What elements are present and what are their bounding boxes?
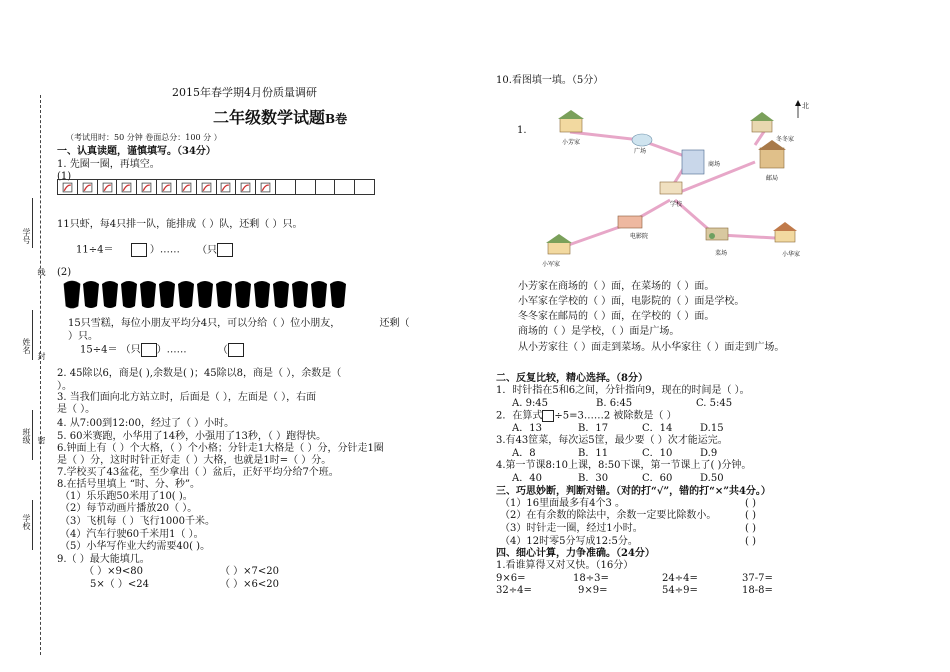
svg-text:商场: 商场: [708, 161, 721, 168]
empty-cell: [335, 180, 355, 194]
question-8-item: （2）每节动画片播放20（ ）。: [60, 503, 198, 514]
s3-item: （3）时针走一圈，经过1小时。: [500, 523, 643, 534]
post-office-icon: [758, 140, 786, 168]
question-9: 9.（ ）最大能填几。: [57, 554, 150, 565]
equation-text: 15÷4＝ （只: [80, 344, 141, 356]
equation-text: 11÷4＝: [76, 244, 114, 256]
svg-text:小华家: 小华家: [782, 251, 801, 258]
shrimp-icon: [157, 180, 177, 194]
question-text: 2．在算式: [496, 410, 543, 422]
school-icon: [660, 182, 682, 194]
shrimp-icon: [117, 180, 137, 194]
question-9-a: （ ）×9<80: [84, 566, 144, 577]
question-1-equation-1: [76, 243, 233, 257]
s3-mark[interactable]: ( ): [745, 536, 756, 547]
sidebar-label-student-id: 学号: [22, 228, 31, 244]
sidebar-label-mi: 密: [37, 436, 46, 444]
question-3: 3. 当我们面向北方站立时，后面是（ ），左面是（ ），右面: [57, 392, 317, 403]
s3-mark[interactable]: ( ): [745, 523, 756, 534]
equation-text: （只: [197, 244, 218, 256]
shrimp-icon: [197, 180, 217, 194]
question-2-end: ）。: [57, 381, 72, 392]
svg-text:北: 北: [802, 102, 809, 110]
question-9-d: （ ）×6<20: [220, 579, 280, 590]
equation-text: ）……: [156, 344, 187, 356]
answer-box[interactable]: [131, 243, 147, 257]
s2-option: C．10: [642, 448, 673, 459]
sidebar-rule: [32, 198, 33, 248]
s2-option: B. 6:45: [596, 398, 633, 409]
s2-option: B．11: [578, 448, 609, 459]
question-6: 6.钟面上有（ ）个大格，（ ）个小格；分针走1大格是（ ）分，分针走1圈: [57, 443, 384, 454]
calc-cell: 32÷4=: [496, 585, 532, 596]
question-7: 7.学校买了43盆花，至少拿出（ ）盆后，正好平均分给7个班。: [57, 467, 339, 478]
answer-box[interactable]: [542, 410, 554, 422]
s2-option: A．40: [512, 473, 542, 484]
s3-mark[interactable]: ( ): [745, 498, 756, 509]
svg-text:冬冬家: 冬冬家: [776, 136, 795, 143]
mall-icon: [682, 150, 704, 174]
equation-text: （: [217, 344, 228, 356]
calc-cell: 9×6=: [496, 573, 526, 584]
s3-item: （4）12时零5分写成12:5分。: [500, 536, 638, 547]
question-8-item: （5）小华写作业大约需要40( )。: [60, 541, 211, 552]
shrimp-icon: [98, 180, 118, 194]
question-10-line: 小芳家在商场的（ ）面，在菜场的（ ）面。: [518, 281, 715, 292]
question-8-item: （1）乐乐跑50米用了10( )。: [60, 491, 193, 502]
s2-option: B．17: [578, 423, 609, 434]
s2-question-4: 4.第一节课8:10上课，8:50下课，第一节课上了( )分钟。: [496, 460, 752, 471]
svg-text:电影院: 电影院: [630, 233, 649, 240]
s2-option: C. 5:45: [696, 398, 733, 409]
svg-text:广场: 广场: [634, 148, 647, 155]
question-8-item: （4）汽车行驶60千米用1（ ）。: [60, 529, 204, 540]
market-icon: [706, 228, 728, 240]
equation-text: ）……: [149, 244, 180, 256]
sidebar-label-feng: 封: [37, 352, 46, 360]
shrimp-icon: [78, 180, 98, 194]
plaza-icon: [632, 134, 652, 146]
section-3-heading: 三、巧思妙断，判断对错。（对的打“√”，错的打“×”共4分。）: [496, 486, 771, 497]
section-2-heading: 二、反复比较，精心选择。（8分）: [496, 373, 648, 384]
s2-question-2: [496, 410, 677, 423]
svg-text:学校: 学校: [670, 201, 683, 208]
s2-option: D.50: [700, 473, 724, 484]
popsicle-icons: [62, 280, 352, 314]
empty-cell: [296, 180, 316, 194]
popsicle-row: [62, 280, 352, 314]
map-label: 小芳家: [562, 139, 581, 146]
shrimp-icon: [58, 180, 78, 194]
s2-question-3: 3.有43筐菜，每次运5筐，最少要（ ）次才能运完。: [496, 435, 728, 446]
calc-cell: 18-8=: [742, 585, 773, 596]
answer-box[interactable]: [217, 243, 233, 257]
question-1-line-2: [68, 318, 409, 330]
s3-item: （1）16里面最多有4个3 。: [500, 498, 625, 509]
question-1-line-2-end: ）只。: [68, 331, 98, 342]
question-1: 1. 先圈一圈，再填空。: [57, 159, 160, 170]
question-1-part-1-label: (1): [57, 171, 72, 182]
question-1-part-2-label: (2): [57, 267, 72, 278]
cinema-icon: [618, 216, 642, 228]
question-10-line: 小军家在学校的（ ）面，电影院的（ ）面是学校。: [518, 296, 745, 307]
sidebar-rule: [32, 410, 33, 460]
exam-info: （考试用时：50 分钟 卷面总分：100 分 ）: [66, 133, 222, 142]
binding-line: [40, 95, 41, 655]
question-4: 4. 从7:00到12:00，经过了（ ）小时。: [57, 418, 235, 429]
shrimp-icon: [137, 180, 157, 194]
page-title: [213, 108, 347, 127]
house-icon: [546, 234, 572, 254]
s2-option: C．14: [642, 423, 673, 434]
question-1-equation-2: [80, 343, 244, 357]
shrimp-icon: [236, 180, 256, 194]
calc-cell: 18÷3=: [573, 573, 609, 584]
question-10-line: 从小芳家往（ ）面走到菜场。从小华家往（ ）面走到广场。: [518, 342, 785, 353]
question-10: 10.看图填一填。（5分）: [496, 75, 604, 86]
question-text: 15只雪糕，每位小朋友平均分4只，可以分给（ ）位小朋友，: [68, 318, 341, 329]
question-10-line: 冬冬家在邮局的（ ）面，在学校的（ ）面。: [518, 311, 715, 322]
page-title-main: 二年级数学试题: [213, 108, 326, 127]
sidebar-label-class: 班级: [22, 428, 31, 444]
shrimp-icon: [217, 180, 237, 194]
question-8-item: （3）飞机每（ ）飞行1000千米。: [60, 516, 215, 527]
s3-item: （2）在有余数的除法中，余数一定要比除数小。: [500, 510, 717, 521]
s2-question-1: 1．时针指在5和6之间，分针指向9，现在的时间是（ ）。: [496, 385, 750, 396]
s2-option: D.9: [700, 448, 718, 459]
shrimp-row: [57, 179, 375, 195]
s2-option: A. 9:45: [512, 398, 549, 409]
question-3-end: 是（ ）。: [57, 404, 96, 415]
answer-box[interactable]: [141, 343, 157, 357]
section-4-heading: 四、细心计算，力争准确。（24分）: [496, 548, 655, 559]
empty-cell: [316, 180, 336, 194]
north-arrow-icon: [795, 100, 801, 118]
house-icon: [558, 110, 584, 132]
sidebar-rule: [32, 310, 33, 360]
question-text: ÷5=3……2 被除数是（ ）: [554, 410, 677, 422]
question-10-number: 1.: [517, 125, 527, 136]
shrimp-icon: [256, 180, 276, 194]
empty-cell: [276, 180, 296, 194]
question-10-line: 商场的（ ）是学校，（ ）面是广场。: [518, 326, 680, 337]
calc-cell: 54÷9=: [662, 585, 698, 596]
question-9-c: 5×（ ）<24: [90, 579, 150, 590]
s2-option: C．60: [642, 473, 673, 484]
sidebar-label-xian: 线: [37, 268, 46, 276]
sidebar-label-school: 学校: [22, 514, 31, 530]
question-5: 5. 60米赛跑，小华用了14秒，小强用了13秒，（ ）跑得快。: [57, 431, 327, 442]
section-1-heading: 一、认真读题，谨慎填写。（34分）: [57, 146, 216, 157]
svg-text:小军家: 小军家: [542, 261, 561, 268]
question-text: 还剩（: [379, 318, 410, 329]
s2-option: A．13: [512, 423, 542, 434]
s2-option: A．8: [512, 448, 536, 459]
house-icon: [773, 222, 797, 242]
calc-cell: 24÷4=: [662, 573, 698, 584]
page-title-suffix: B卷: [325, 112, 348, 126]
question-6-end: 是（ ）分，这时时针正好走（ ）大格，也就是1时=（ ）分。: [57, 455, 332, 466]
svg-text:菜场: 菜场: [715, 250, 728, 257]
question-8: 8.在括号里填上 “时、分、秒”。: [57, 479, 200, 490]
calc-cell: 9×9=: [578, 585, 608, 596]
s4-question-1: 1.看谁算得又对又快。（16分）: [496, 560, 634, 571]
house-icon: [750, 112, 774, 132]
s2-option: D.15: [700, 423, 724, 434]
question-9-b: （ ）×7<20: [220, 566, 280, 577]
calc-cell: 37-7=: [742, 573, 773, 584]
s2-option: B．30: [578, 473, 609, 484]
shrimp-icon: [177, 180, 197, 194]
question-1-line-1: 11只虾，每4只排一队，能排成（ ）队，还剩（ ）只。: [57, 219, 303, 230]
sidebar-label-name: 姓名: [22, 338, 31, 354]
sidebar-rule: [32, 500, 33, 550]
survey-title: 2015年春学期4月份质量调研: [172, 86, 317, 99]
svg-text:邮局: 邮局: [766, 175, 779, 182]
s3-mark[interactable]: ( ): [745, 510, 756, 521]
answer-box[interactable]: [228, 343, 244, 357]
question-2: 2. 45除以6，商是( ),余数是( )；45除以8，商是（ ），余数是（: [57, 368, 342, 379]
empty-cell: [355, 180, 374, 194]
town-map: [530, 100, 850, 270]
